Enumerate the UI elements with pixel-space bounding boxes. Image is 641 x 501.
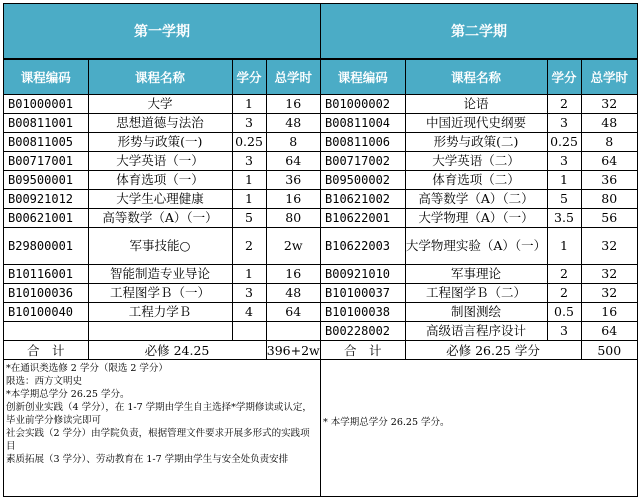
table-row xyxy=(4,95,320,114)
cell-hours: 8 xyxy=(581,133,637,152)
cell-code: B00717002 xyxy=(321,152,405,171)
table-row xyxy=(321,133,637,152)
cell-name: 中国近现代史纲要 xyxy=(405,114,547,133)
cell-name: 高等数学（A）（二） xyxy=(405,190,547,209)
header-code: 课程编码 xyxy=(321,60,405,95)
cell-credit: 2 xyxy=(547,265,581,284)
cell-code: B10116001 xyxy=(4,265,88,284)
cell-code: B09500001 xyxy=(4,171,88,190)
cell-hours: 32 xyxy=(581,228,637,265)
table-row xyxy=(4,265,320,284)
cell-hours: 16 xyxy=(266,190,320,209)
cell-hours: 16 xyxy=(266,95,320,114)
cell-hours xyxy=(266,322,320,341)
semester-2-notes xyxy=(321,360,637,485)
header-hours: 总学时 xyxy=(581,60,637,95)
cell-name: 高等数学（A）（一） xyxy=(88,209,232,228)
cell-credit: 3 xyxy=(232,284,266,303)
table-row xyxy=(321,209,637,228)
semester-2-title: 第二学期 xyxy=(321,4,637,59)
table-row xyxy=(4,322,320,341)
table-row xyxy=(321,265,637,284)
cell-credit: 2 xyxy=(232,228,266,265)
semester-2-total-row xyxy=(321,341,637,360)
cell-name: 论语 xyxy=(405,95,547,114)
cell-credit: 1 xyxy=(232,190,266,209)
semester-1-title: 第一学期 xyxy=(4,4,320,59)
header-name: 课程名称 xyxy=(405,60,547,95)
cell-hours: 32 xyxy=(581,265,637,284)
table-row xyxy=(4,190,320,209)
cell-name: 形势与政策(二) xyxy=(405,133,547,152)
semester-1-panel xyxy=(3,3,321,497)
cell-credit: 3 xyxy=(232,152,266,171)
table-row xyxy=(4,114,320,133)
table-row xyxy=(321,171,637,190)
cell-credit: 4 xyxy=(232,303,266,322)
cell-code: B00621001 xyxy=(4,209,88,228)
cell-code: B10622001 xyxy=(321,209,405,228)
table-row xyxy=(321,114,637,133)
cell-name: 军事技能○ xyxy=(88,228,232,265)
cell-name: 高级语言程序设计 xyxy=(405,322,547,341)
cell-name: 大学物理实验（A）（一） xyxy=(405,228,547,265)
cell-hours: 2w xyxy=(266,228,320,265)
cell-credit: 1 xyxy=(232,265,266,284)
cell-hours: 64 xyxy=(266,303,320,322)
note-line: 素质拓展（3 学分）、劳动教育在 1-7 学期由学生与安全处负责安排 xyxy=(6,454,289,465)
cell-credit: 0.5 xyxy=(547,303,581,322)
cell-code: B00717001 xyxy=(4,152,88,171)
cell-code: B10100037 xyxy=(321,284,405,303)
cell-credit: 1 xyxy=(232,171,266,190)
cell-name: 工程力学Ｂ xyxy=(88,303,232,322)
cell-credit: 3 xyxy=(547,322,581,341)
semester-1-notes xyxy=(4,360,320,468)
total-hours: 396+2w xyxy=(266,342,320,358)
cell-hours: 32 xyxy=(581,95,637,114)
table-row xyxy=(321,190,637,209)
cell-hours: 64 xyxy=(581,322,637,341)
cell-name: 工程图学Ｂ（二） xyxy=(405,284,547,303)
table-row xyxy=(321,284,637,303)
cell-name: 工程图学Ｂ（一） xyxy=(88,284,232,303)
table-row xyxy=(4,209,320,228)
total-credit: 必修 24.25 xyxy=(88,341,266,360)
cell-credit: 2 xyxy=(547,95,581,114)
cell-code: B00811004 xyxy=(321,114,405,133)
cell-name: 大学 xyxy=(88,95,232,114)
cell-credit: 2 xyxy=(547,284,581,303)
cell-code: B00811006 xyxy=(321,133,405,152)
cell-hours: 32 xyxy=(581,284,637,303)
cell-credit: 5 xyxy=(232,209,266,228)
note-line: 社会实践（2 学分）由学院负责，根据管理文件要求开展多形式的实践项目 xyxy=(6,428,310,452)
note-line: *在通识类选修 2 学分（限选 2 学分） xyxy=(6,363,168,374)
table-row xyxy=(4,303,320,322)
cell-code: B29800001 xyxy=(4,228,88,265)
cell-code: B01000001 xyxy=(4,95,88,114)
cell-code: B00811001 xyxy=(4,114,88,133)
total-credit: 必修 26.25 学分 xyxy=(405,341,581,360)
cell-credit: 3 xyxy=(547,114,581,133)
cell-code: B00921010 xyxy=(321,265,405,284)
cell-name: 制图测绘 xyxy=(405,303,547,322)
cell-name: 大学英语（一） xyxy=(88,152,232,171)
header-hours: 总学时 xyxy=(266,60,320,95)
cell-hours: 8 xyxy=(266,133,320,152)
cell-code: B01000002 xyxy=(321,95,405,114)
cell-hours: 80 xyxy=(581,190,637,209)
cell-hours: 80 xyxy=(266,209,320,228)
cell-credit: 1 xyxy=(232,95,266,114)
cell-hours: 48 xyxy=(266,284,320,303)
cell-name: 大学物理（A）（一） xyxy=(405,209,547,228)
cell-code: B10100036 xyxy=(4,284,88,303)
cell-credit: 3 xyxy=(547,152,581,171)
cell-credit: 1 xyxy=(547,171,581,190)
table-row xyxy=(321,303,637,322)
cell-name: 体育选项（一） xyxy=(88,171,232,190)
table-row xyxy=(321,228,637,265)
cell-credit: 0.25 xyxy=(232,133,266,152)
cell-hours: 36 xyxy=(581,171,637,190)
header-credit: 学分 xyxy=(232,60,266,95)
cell-code: B00228002 xyxy=(321,322,405,341)
cell-name: 智能制造专业导论 xyxy=(88,265,232,284)
semester-2-table xyxy=(321,59,637,360)
cell-code: B10622003 xyxy=(321,228,405,265)
note-line: 限选：西方文明史 xyxy=(6,376,83,387)
cell-code: B10100038 xyxy=(321,303,405,322)
cell-code: B00811005 xyxy=(4,133,88,152)
note-line: *本学期总学分 26.25 学分。 xyxy=(6,389,130,400)
note-line: * 本学期总学分 26.25 学分。 xyxy=(323,417,450,428)
note-line: 创新创业实践（4 学分），在 1-7 学期由学生自主选择*学期修读或认定，毕业前学分修读完即可 xyxy=(6,402,312,426)
cell-hours: 36 xyxy=(266,171,320,190)
cell-name: 军事理论 xyxy=(405,265,547,284)
total-label: 合 计 xyxy=(4,341,88,360)
table-row xyxy=(4,228,320,265)
cell-code: B10100040 xyxy=(4,303,88,322)
cell-credit xyxy=(232,322,266,341)
table-row xyxy=(4,171,320,190)
cell-hours: 48 xyxy=(266,114,320,133)
header-credit: 学分 xyxy=(547,60,581,95)
cell-hours: 16 xyxy=(266,265,320,284)
table-row xyxy=(321,95,637,114)
cell-name: 形势与政策(一) xyxy=(88,133,232,152)
cell-name xyxy=(88,322,232,341)
total-label: 合 计 xyxy=(321,341,405,360)
semester-1-table xyxy=(4,59,320,360)
cell-code: B00921012 xyxy=(4,190,88,209)
header-name: 课程名称 xyxy=(88,60,232,95)
table-row xyxy=(321,322,637,341)
semester-1-total-row xyxy=(4,341,320,360)
table-row xyxy=(4,284,320,303)
cell-credit: 5 xyxy=(547,190,581,209)
semester-2-panel xyxy=(320,3,638,497)
table-row xyxy=(4,133,320,152)
cell-name: 思想道德与法治 xyxy=(88,114,232,133)
cell-credit: 3 xyxy=(232,114,266,133)
cell-code: B09500002 xyxy=(321,171,405,190)
cell-hours: 16 xyxy=(581,303,637,322)
cell-credit: 0.25 xyxy=(547,133,581,152)
cell-name: 体育选项（二） xyxy=(405,171,547,190)
total-hours: 500 xyxy=(581,341,637,360)
cell-hours: 64 xyxy=(581,152,637,171)
table-row xyxy=(321,152,637,171)
cell-hours: 56 xyxy=(581,209,637,228)
table-row xyxy=(4,152,320,171)
cell-hours: 64 xyxy=(266,152,320,171)
cell-credit: 1 xyxy=(547,228,581,265)
header-code: 课程编码 xyxy=(4,60,88,95)
cell-name: 大学英语（二） xyxy=(405,152,547,171)
cell-code xyxy=(4,322,88,341)
cell-credit: 3.5 xyxy=(547,209,581,228)
cell-hours: 48 xyxy=(581,114,637,133)
cell-code: B10621002 xyxy=(321,190,405,209)
cell-name: 大学生心理健康 xyxy=(88,190,232,209)
